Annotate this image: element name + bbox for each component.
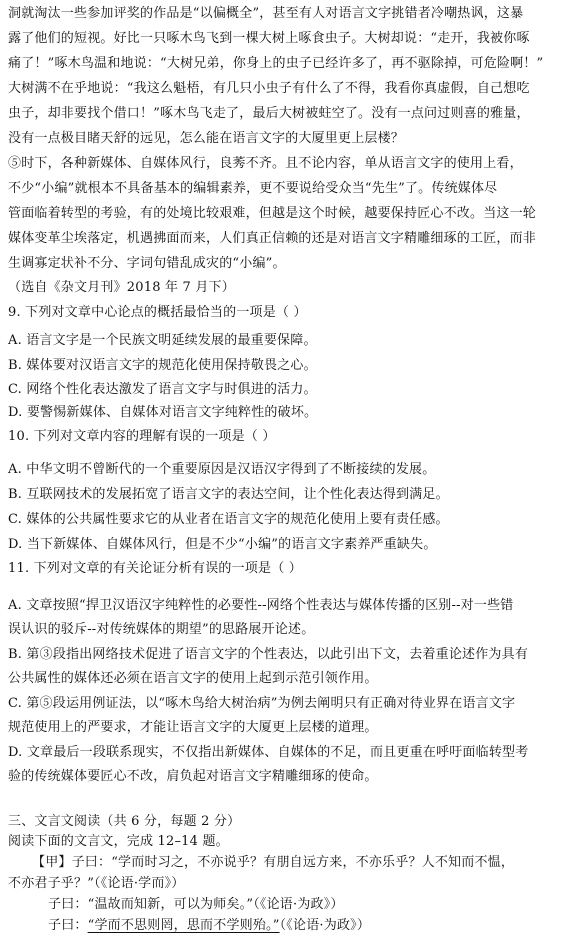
question-stem: 11. 下列对文章的有关论证分析有误的一项是（ ） bbox=[8, 561, 302, 576]
option-b: B. 媒体要对汉语言文字的规范化使用保持敬畏之心。 bbox=[8, 358, 317, 373]
option-c: C. 媒体的公共属性要求它的从业者在语言文字的规范化使用上要有责任感。 bbox=[8, 512, 449, 527]
classical-text-jia-cont: 不亦君子乎？”（《论语·学而》） bbox=[8, 876, 185, 891]
option-b: B. 第③段指出网络技术促进了语言文字的个性表达，以此引出下文，去着重论述作为具有 bbox=[8, 647, 529, 662]
passage-line: 媒体变革尘埃落定，机遇拂面而来，人们真正信赖的还是对语言文字精雕细琢的工匠，而非 bbox=[8, 231, 537, 246]
option-a: A. 文章按照“捍卫汉语汉字纯粹性的必要性--网络个性表达与媒体传播的区别--对一些错 bbox=[8, 598, 514, 613]
question-stem: 9. 下列对文章中心论点的概括最恰当的一项是（ ） bbox=[8, 305, 307, 320]
option-b-cont: 公共属性的媒体还必须在语言文字的使用上起到示范引领作用。 bbox=[8, 671, 378, 686]
passage-line: 虫子，却非要找个借口！”啄木鸟飞走了，最后大树被蛀空了。没有一点问过则喜的雅量， bbox=[8, 106, 530, 121]
option-d: D. 当下新媒体、自媒体风行，但是不少“小编”的语言文字素养严重缺失。 bbox=[8, 537, 437, 552]
option-a-cont: 误认识的驳斥--对传统媒体的期望”的思路展开论述。 bbox=[8, 622, 315, 637]
passage-line: 管面临着转型的考验，有的处境比较艰难，但越是这个时候，越要保持匠心不改。当这一轮 bbox=[8, 206, 537, 221]
option-c: C. 网络个性化表达激发了语言文字与时俱进的活力。 bbox=[8, 382, 317, 397]
option-a: A. 语言文字是一个民族文明延续发展的最重要保障。 bbox=[8, 333, 317, 348]
quote-source: （《论语·为政》） bbox=[279, 918, 371, 933]
passage-line: 生调寡定状补不分、字词句错乱成灾的“小编”。 bbox=[8, 256, 286, 271]
option-b: B. 互联网技术的发展拓宽了语言文字的表达空间，让个性化表达得到满足。 bbox=[8, 487, 449, 502]
passage-paragraph-start: ⑤时下，各种新媒体、自媒体风行，良莠不齐。且不论内容，单从语言文字的使用上看， bbox=[8, 156, 523, 171]
option-d: D. 文章最后一段联系现实，不仅指出新媒体、自媒体的不足，而且更重在呼吁面临转型考 bbox=[8, 745, 529, 760]
question-stem: 10. 下列对文章内容的理解有误的一项是（ ） bbox=[8, 429, 276, 444]
section-instruction: 阅读下面的文言文，完成 12–14 题。 bbox=[8, 834, 229, 849]
passage-line: 露了他们的短视。好比一只啄木鸟飞到一棵大树上啄食虫子。大树却说：“走开，我被你啄 bbox=[8, 31, 530, 46]
option-c-cont: 规范使用上的严要求，才能让语言文字的大厦更上层楼的道理。 bbox=[8, 720, 378, 735]
quote-prefix: 子曰： bbox=[48, 918, 88, 933]
section-title: 三、文言文阅读（共 6 分，每题 2 分） bbox=[8, 814, 241, 829]
classical-quote-underlined bbox=[48, 917, 370, 935]
option-a: A. 中华文明不曾断代的一个重要原因是汉语汉字得到了不断接续的发展。 bbox=[8, 462, 436, 477]
underlined-quote: “学而不思则罔，思而不学则殆。” bbox=[87, 918, 280, 933]
passage-line: 不少“小编”就根本不具备基本的编辑素养，更不要说给受众当“先生”了。传统媒体尽 bbox=[8, 181, 498, 196]
passage-source: （选自《杂文月刊》2018 年 7 月下） bbox=[8, 280, 235, 295]
passage-line: 痛了！”啄木鸟温和地说：“大树兄弟，你身上的虫子已经许多了，再不驱除掉，可危险啊！” bbox=[8, 56, 544, 71]
passage-line: 大树满不在乎地说：“我这么魁梧，有几只小虫子有什么了不得，我看你真虚假，自己想吃 bbox=[8, 81, 530, 96]
passage-line: 没有一点极目睹天舒的远见，怎么能在语言文字的大厦里更上层楼？ bbox=[8, 131, 405, 146]
classical-text-jia: 【甲】子曰：“学而时习之，不亦说乎？有朋自远方来，不亦乐乎？人不知而不愠， bbox=[32, 855, 515, 870]
option-c: C. 第⑤段运用例证法，以“啄木鸟给大树治病”为例去阐明只有正确对待业界在语言文字 bbox=[8, 696, 516, 711]
passage-line: 洞就淘汰一些参加评奖的作品是“以偏概全”，甚至有人对语言文字挑错者冷嘲热讽，这暴 bbox=[8, 6, 524, 21]
option-d: D. 要警惕新媒体、自媒体对语言文字纯粹性的破坏。 bbox=[8, 405, 318, 420]
classical-quote: 子曰：“温故而知新，可以为师矣。”（《论语·为政》） bbox=[48, 897, 344, 912]
option-d-cont: 验的传统媒体要匠心不改，肩负起对语言文字精雕细琢的使命。 bbox=[8, 769, 378, 784]
